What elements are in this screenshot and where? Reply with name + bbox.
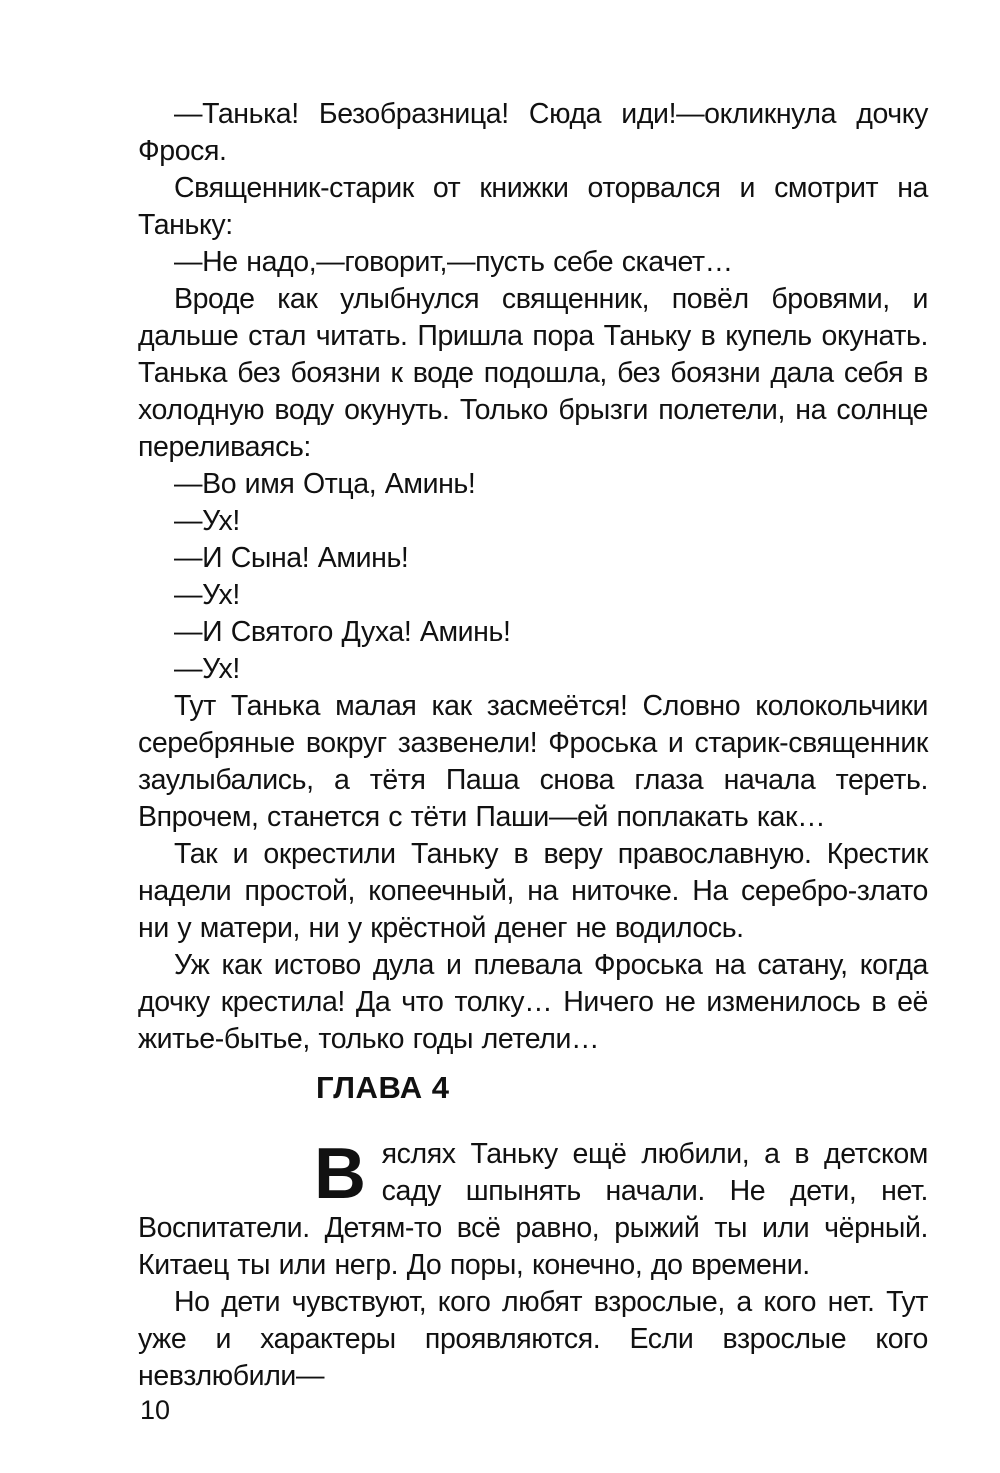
paragraph: Священник-старик от книжки оторвался и смотрит на Таньку: (138, 172, 928, 241)
paragraph: Тут Танька малая как засмеётся! Словно колокольчики серебряные вокруг зазвенели! Фроська и старик-священник заулыбались, а тётя Паша снова глаза начала тереть. Впрочем, станется с тёти Паши—ей поплакать как… (138, 690, 928, 833)
chapter-title: ГЛАВА 4 (316, 1070, 450, 1105)
paragraph: —И Святого Духа! Аминь! (174, 616, 511, 648)
paragraph: Вроде как улыбнулся священник, повёл бровями, и дальше стал читать. Пришла пора Таньку в купель окунать. Танька без боязни к воде подошла, без боязни дала себя в холодную воду окунуть. Только брызги полетели, на солнце переливаясь: (138, 283, 928, 463)
chapter-first-paragraph (138, 1136, 928, 1284)
drop-cap: В (314, 1134, 366, 1214)
paragraph: —Не надо,—говорит,—пусть себе скачет… (174, 246, 733, 278)
paragraph: —Танька! Безобразница! Сюда иди!—окликнула дочку Фрося. (138, 98, 928, 167)
paragraph: Так и окрестили Таньку в веру православную. Крестик надели простой, копеечный, на ниточке. На серебро-злато ни у матери, ни у крёстной денег не водилось. (138, 838, 928, 944)
paragraph: —Ух! (174, 579, 240, 611)
chapter-text (138, 1136, 928, 1395)
paragraph: —Ух! (174, 653, 240, 685)
body-text (138, 96, 928, 1058)
paragraph: —И Сына! Аминь! (174, 542, 409, 574)
paragraph: Но дети чувствуют, кого любят взрослые, а кого нет. Тут уже и характеры проявляются. Если взрослые кого невзлюбили— (138, 1286, 928, 1392)
chapter-first-paragraph-text: яслях Таньку ещё любили, а в детском саду шпынять начали. Не дети, нет. Воспитатели. Детям-то всё равно, рыжий ты или чёрный. Китаец ты или негр. До поры, конечно, до времени. (138, 1138, 928, 1281)
paragraph: —Во имя Отца, Аминь! (174, 468, 476, 500)
page-number: 10 (140, 1395, 171, 1425)
paragraph: —Ух! (174, 505, 240, 537)
paragraph: Уж как истово дула и плевала Фроська на сатану, когда дочку крестила! Да что толку… Ничего не изменилось в её житье-бытье, только годы летели… (138, 949, 928, 1055)
